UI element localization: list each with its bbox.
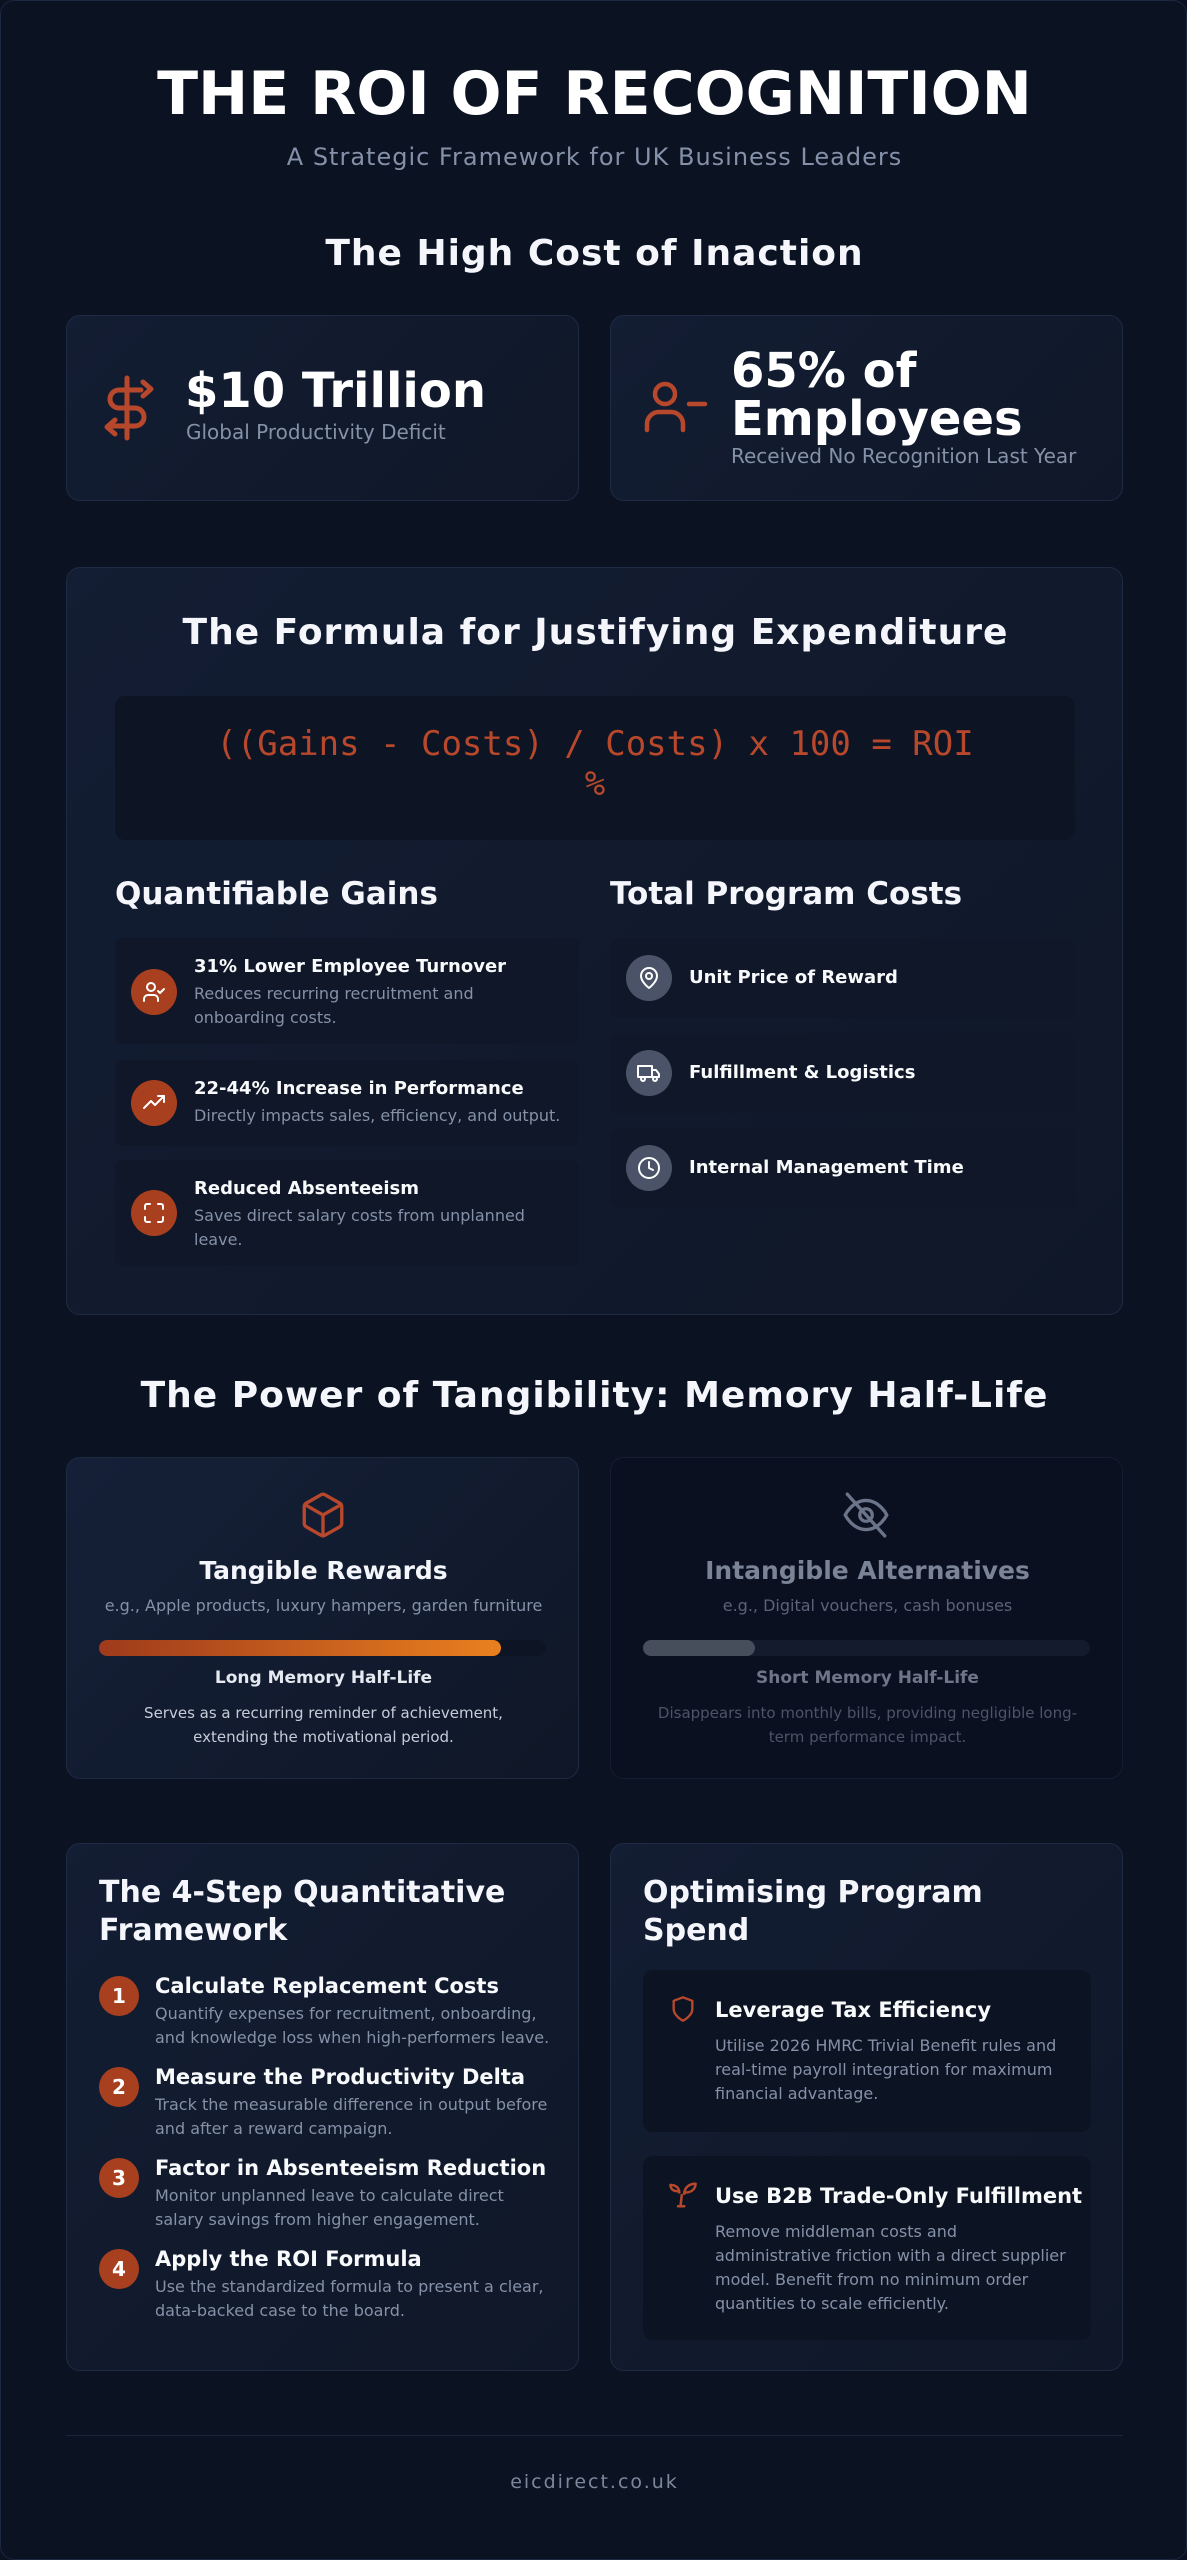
gain-item <box>115 1160 579 1266</box>
cost-item <box>610 1128 1076 1208</box>
optimising-heading-line2: Spend <box>643 1913 750 1948</box>
tangibility-heading: The Power of Tangibility: Memory Half-Life <box>140 1375 1049 1416</box>
optimising-item-desc-line1: Utilise 2026 HMRC Trivial Benefit rules and <box>715 2036 1057 2055</box>
dollar-exchange-icon <box>101 372 161 442</box>
optimising-item <box>643 1970 1091 2132</box>
intangible-halflife-fill <box>643 1640 755 1656</box>
cost-item <box>610 1033 1076 1113</box>
intangible-examples: e.g., Digital vouchers, cash bonuses <box>722 1596 1013 1615</box>
optimising-heading-line1: Optimising Program <box>643 1875 983 1910</box>
optimising-heading <box>643 1874 983 1950</box>
framework-heading <box>99 1874 505 1950</box>
optimising-item-title: Leverage Tax Efficiency <box>715 1998 992 2022</box>
stat-employees-label: Received No Recognition Last Year <box>731 444 1077 468</box>
gain-item <box>115 1060 579 1146</box>
step-title: Calculate Replacement Costs <box>155 1974 499 1998</box>
gain-item-title: 22-44% Increase in Performance <box>194 1078 524 1099</box>
step-desc-line2: data-backed case to the board. <box>155 2301 405 2320</box>
formula-card <box>66 567 1123 1315</box>
intangible-desc-line2: term performance impact. <box>768 1728 967 1746</box>
clock-icon <box>626 1145 672 1191</box>
step-desc-line1: Monitor unplanned leave to calculate direct <box>155 2186 504 2205</box>
step-title: Measure the Productivity Delta <box>155 2065 526 2089</box>
step-desc-line1: Use the standardized formula to present a clear, <box>155 2277 544 2296</box>
optimising-item-title: Use B2B Trade-Only Fulfillment <box>715 2184 1083 2208</box>
optimising-item-desc-line4: quantities to scale efficiently. <box>715 2294 949 2313</box>
stat-deficit-value: $10 Trillion <box>185 363 487 419</box>
framework-heading-line1: The 4-Step Quantitative <box>99 1875 506 1910</box>
page-subtitle: A Strategic Framework for UK Business Leaders <box>286 143 903 171</box>
user-check-icon <box>131 969 177 1015</box>
cost-item-title: Internal Management Time <box>689 1157 964 1178</box>
gain-item-desc-line1: Saves direct salary costs from unplanned <box>194 1206 525 1225</box>
page-title: THE ROI OF RECOGNITION <box>157 59 1032 129</box>
stat-card-employees <box>610 315 1123 501</box>
step-desc-line1: Track the measurable difference in output before <box>155 2095 548 2114</box>
step-desc-line2: and after a reward campaign. <box>155 2119 393 2138</box>
intangible-halflife-bar <box>643 1640 1090 1656</box>
step-number: 2 <box>99 2067 139 2107</box>
tangible-desc-line1: Serves as a recurring reminder of achievement, <box>144 1704 503 1722</box>
gain-item-title: 31% Lower Employee Turnover <box>194 956 507 977</box>
footer-divider <box>66 2435 1123 2436</box>
footer-link[interactable]: eicdirect.co.uk <box>510 2471 679 2493</box>
tangible-halflife-bar <box>99 1640 546 1656</box>
scan-frame-icon <box>131 1190 177 1236</box>
step-title: Apply the ROI Formula <box>155 2247 422 2271</box>
optimising-item-desc-line1: Remove middleman costs and <box>715 2222 957 2241</box>
box-icon <box>297 1490 349 1540</box>
gain-item-desc-line2: leave. <box>194 1230 243 1249</box>
intangible-title: Intangible Alternatives <box>705 1556 1030 1585</box>
optimising-item-desc-line3: model. Benefit from no minimum order <box>715 2270 1029 2289</box>
tangible-halflife-fill <box>99 1640 501 1656</box>
gain-item-title: Reduced Absenteeism <box>194 1178 420 1199</box>
intangible-card <box>610 1457 1123 1779</box>
stat-card-deficit <box>66 315 579 501</box>
tangible-card <box>66 1457 579 1779</box>
map-pin-icon <box>626 955 672 1001</box>
cost-item <box>610 938 1076 1018</box>
formula-equation-line2: % <box>584 764 606 804</box>
formula-equation-line1: ((Gains - Costs) / Costs) x 100 = ROI <box>216 724 974 764</box>
stat-employees-value-line2: Employees <box>731 391 1023 447</box>
formula-equation <box>115 696 1075 840</box>
step-desc-line2: and knowledge loss when high-performers leave. <box>155 2028 550 2047</box>
step-desc-line1: Quantify expenses for recruitment, onboarding, <box>155 2004 537 2023</box>
cost-item-title: Unit Price of Reward <box>689 967 898 988</box>
tangible-examples: e.g., Apple products, luxury hampers, garden furniture <box>104 1596 543 1615</box>
tangible-desc-line2: extending the motivational period. <box>193 1728 454 1746</box>
tangible-title: Tangible Rewards <box>199 1556 448 1585</box>
inaction-heading: The High Cost of Inaction <box>325 233 864 274</box>
sprout-icon <box>667 2180 699 2210</box>
optimising-card <box>610 1843 1123 2371</box>
optimising-item-desc-line3: financial advantage. <box>715 2084 879 2103</box>
cost-item-title: Fulfillment & Logistics <box>689 1062 916 1083</box>
costs-heading: Total Program Costs <box>610 876 963 912</box>
framework-heading-line2: Framework <box>99 1913 288 1948</box>
optimising-item-desc-line2: administrative friction with a direct supplier <box>715 2246 1066 2265</box>
trending-up-icon <box>131 1080 177 1126</box>
step-desc-line2: salary savings from higher engagement. <box>155 2210 480 2229</box>
optimising-item <box>643 2156 1091 2340</box>
intangible-bar-label: Short Memory Half-Life <box>756 1668 979 1688</box>
gain-item-desc-line2: onboarding costs. <box>194 1008 337 1027</box>
step-number: 3 <box>99 2158 139 2198</box>
shield-icon <box>669 1994 697 2024</box>
step-number: 1 <box>99 1976 139 2016</box>
eye-off-icon <box>840 1490 892 1540</box>
stat-employees-value-line1: 65% of <box>731 343 917 399</box>
user-minus-icon <box>641 378 711 438</box>
step-number: 4 <box>99 2249 139 2289</box>
gains-heading: Quantifiable Gains <box>115 876 438 912</box>
gain-item <box>115 938 579 1044</box>
intangible-desc-line1: Disappears into monthly bills, providing negligible long- <box>657 1704 1078 1722</box>
formula-heading: The Formula for Justifying Expenditure <box>182 612 1009 653</box>
optimising-item-desc-line2: real-time payroll integration for maximum <box>715 2060 1053 2079</box>
framework-card <box>66 1843 579 2371</box>
step-title: Factor in Absenteeism Reduction <box>155 2156 547 2180</box>
gain-item-desc-line1: Reduces recurring recruitment and <box>194 984 474 1003</box>
tangible-bar-label: Long Memory Half-Life <box>214 1668 433 1688</box>
gain-item-desc-line1: Directly impacts sales, efficiency, and output. <box>194 1106 561 1125</box>
stat-deficit-label: Global Productivity Deficit <box>186 420 446 444</box>
truck-icon <box>626 1050 672 1096</box>
